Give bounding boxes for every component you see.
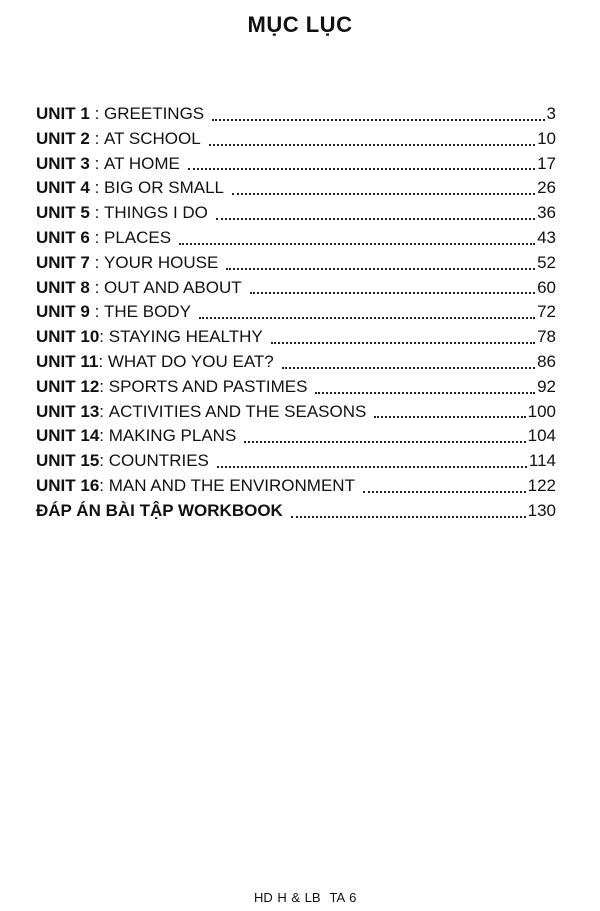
toc-entry-unit-2: [36, 127, 556, 152]
toc-separator: :: [99, 327, 109, 347]
toc-unit-label: UNIT 13: [36, 401, 100, 421]
toc-separator: :: [89, 277, 105, 297]
toc-separator: :: [89, 104, 105, 123]
toc-unit-label: UNIT 7: [36, 252, 90, 272]
table-of-contents: [36, 102, 556, 524]
toc-page-number: 78: [537, 327, 556, 347]
toc-unit-label: UNIT 2: [36, 128, 90, 148]
toc-page-number: 26: [537, 178, 556, 198]
toc-unit-label: UNIT 14: [36, 426, 100, 446]
dot-leader: [374, 404, 525, 418]
toc-entry-unit-1: [36, 102, 556, 127]
toc-title: GREETINGS: [104, 104, 205, 123]
toc-entry-unit-10: [36, 325, 556, 350]
dot-leader: [315, 380, 535, 394]
dot-leader: [244, 429, 525, 443]
toc-entry-unit-12: [36, 375, 556, 400]
toc-page-number: 17: [537, 153, 556, 173]
dot-leader: [250, 280, 535, 294]
toc-unit-label: UNIT 5: [36, 203, 90, 223]
toc-title: MAKING PLANS: [108, 426, 237, 446]
toc-unit-label: UNIT 16: [36, 475, 100, 495]
toc-separator: :: [99, 475, 109, 495]
toc-page-number: 100: [527, 401, 556, 421]
toc-page-number: 60: [537, 277, 556, 297]
toc-separator: :: [89, 203, 105, 223]
toc-page-number: 10: [537, 128, 556, 148]
toc-unit-label: ĐÁP ÁN BÀI TẬP WORKBOOK: [36, 500, 283, 520]
dot-leader: [179, 231, 535, 245]
toc-unit-label: UNIT 15: [36, 451, 100, 471]
toc-separator: :: [99, 426, 109, 446]
toc-title: MAN AND THE ENVIRONMENT: [108, 475, 355, 495]
toc-title: SPORTS AND PASTIMES: [108, 376, 308, 396]
toc-unit-label: UNIT 8: [36, 277, 90, 297]
toc-separator: :: [99, 451, 109, 471]
toc-unit-label: UNIT 4: [36, 178, 90, 198]
page-title: MỤC LỤC: [247, 12, 353, 37]
toc-entry-unit-4: [36, 176, 556, 201]
page-footer: HD H & LB TA 6: [254, 890, 357, 905]
dot-leader: [271, 330, 535, 344]
dot-leader: [216, 206, 535, 220]
toc-unit-label: UNIT 9: [36, 302, 90, 322]
toc-entry-unit-13: [36, 400, 556, 425]
toc-separator: :: [98, 351, 108, 371]
toc-separator: :: [89, 178, 105, 198]
toc-title: WHAT DO YOU EAT?: [107, 351, 274, 371]
toc-unit-label: UNIT 10: [36, 327, 100, 347]
dot-leader: [217, 454, 527, 468]
toc-entry-unit-15: [36, 449, 556, 474]
toc-title: AT SCHOOL: [104, 128, 201, 148]
toc-title: THE BODY: [104, 302, 191, 322]
toc-page-number: 122: [527, 475, 556, 495]
toc-entry-unit-14: [36, 424, 556, 449]
toc-entry-unit-3: [36, 152, 556, 177]
toc-page-number: 72: [537, 302, 556, 322]
toc-title: STAYING HEALTHY: [108, 327, 263, 347]
toc-entry-answer-key: [36, 499, 556, 524]
toc-entry-unit-9: [36, 300, 556, 325]
toc-page-number: 86: [537, 351, 556, 371]
dot-leader: [209, 132, 535, 146]
dot-leader: [226, 256, 535, 270]
toc-page-number: 104: [527, 426, 556, 446]
toc-title: AT HOME: [104, 153, 180, 173]
toc-unit-label: UNIT 11: [36, 351, 99, 371]
toc-unit-label: UNIT 3: [36, 153, 90, 173]
toc-separator: :: [89, 227, 105, 247]
toc-entry-unit-6: [36, 226, 556, 251]
toc-entry-unit-8: [36, 276, 556, 301]
dot-leader: [291, 504, 526, 518]
toc-entry-unit-11: [36, 350, 556, 375]
dot-leader: [188, 156, 535, 170]
dot-leader: [212, 107, 544, 121]
dot-leader: [282, 355, 535, 369]
toc-page-number: 43: [537, 227, 556, 247]
toc-entry-unit-7: [36, 251, 556, 276]
toc-unit-label: UNIT 12: [36, 376, 100, 396]
dot-leader: [199, 305, 535, 319]
toc-separator: :: [99, 401, 109, 421]
toc-title: THINGS I DO: [104, 203, 208, 223]
toc-title: PLACES: [104, 227, 172, 247]
toc-entry-unit-16: [36, 474, 556, 499]
toc-entry-unit-5: [36, 201, 556, 226]
toc-page-number: 3: [546, 104, 556, 123]
toc-separator: :: [89, 302, 105, 322]
toc-page-number: 36: [537, 203, 556, 223]
toc-page-number: 114: [528, 451, 556, 471]
dot-leader: [232, 181, 535, 195]
toc-unit-label: UNIT 6: [36, 227, 90, 247]
toc-separator: :: [89, 128, 105, 148]
toc-separator: :: [89, 153, 105, 173]
toc-page-number: 52: [537, 252, 556, 272]
toc-title: COUNTRIES: [108, 451, 209, 471]
toc-title: ACTIVITIES AND THE SEASONS: [108, 401, 367, 421]
toc-unit-label: UNIT 1: [36, 104, 90, 123]
dot-leader: [363, 479, 526, 493]
toc-title: YOUR HOUSE: [104, 252, 219, 272]
toc-separator: :: [89, 252, 105, 272]
toc-title: OUT AND ABOUT: [104, 277, 242, 297]
toc-page-number: 92: [537, 376, 556, 396]
toc-page-number: 130: [527, 500, 556, 520]
toc-title: BIG OR SMALL: [104, 178, 224, 198]
toc-separator: :: [99, 376, 109, 396]
